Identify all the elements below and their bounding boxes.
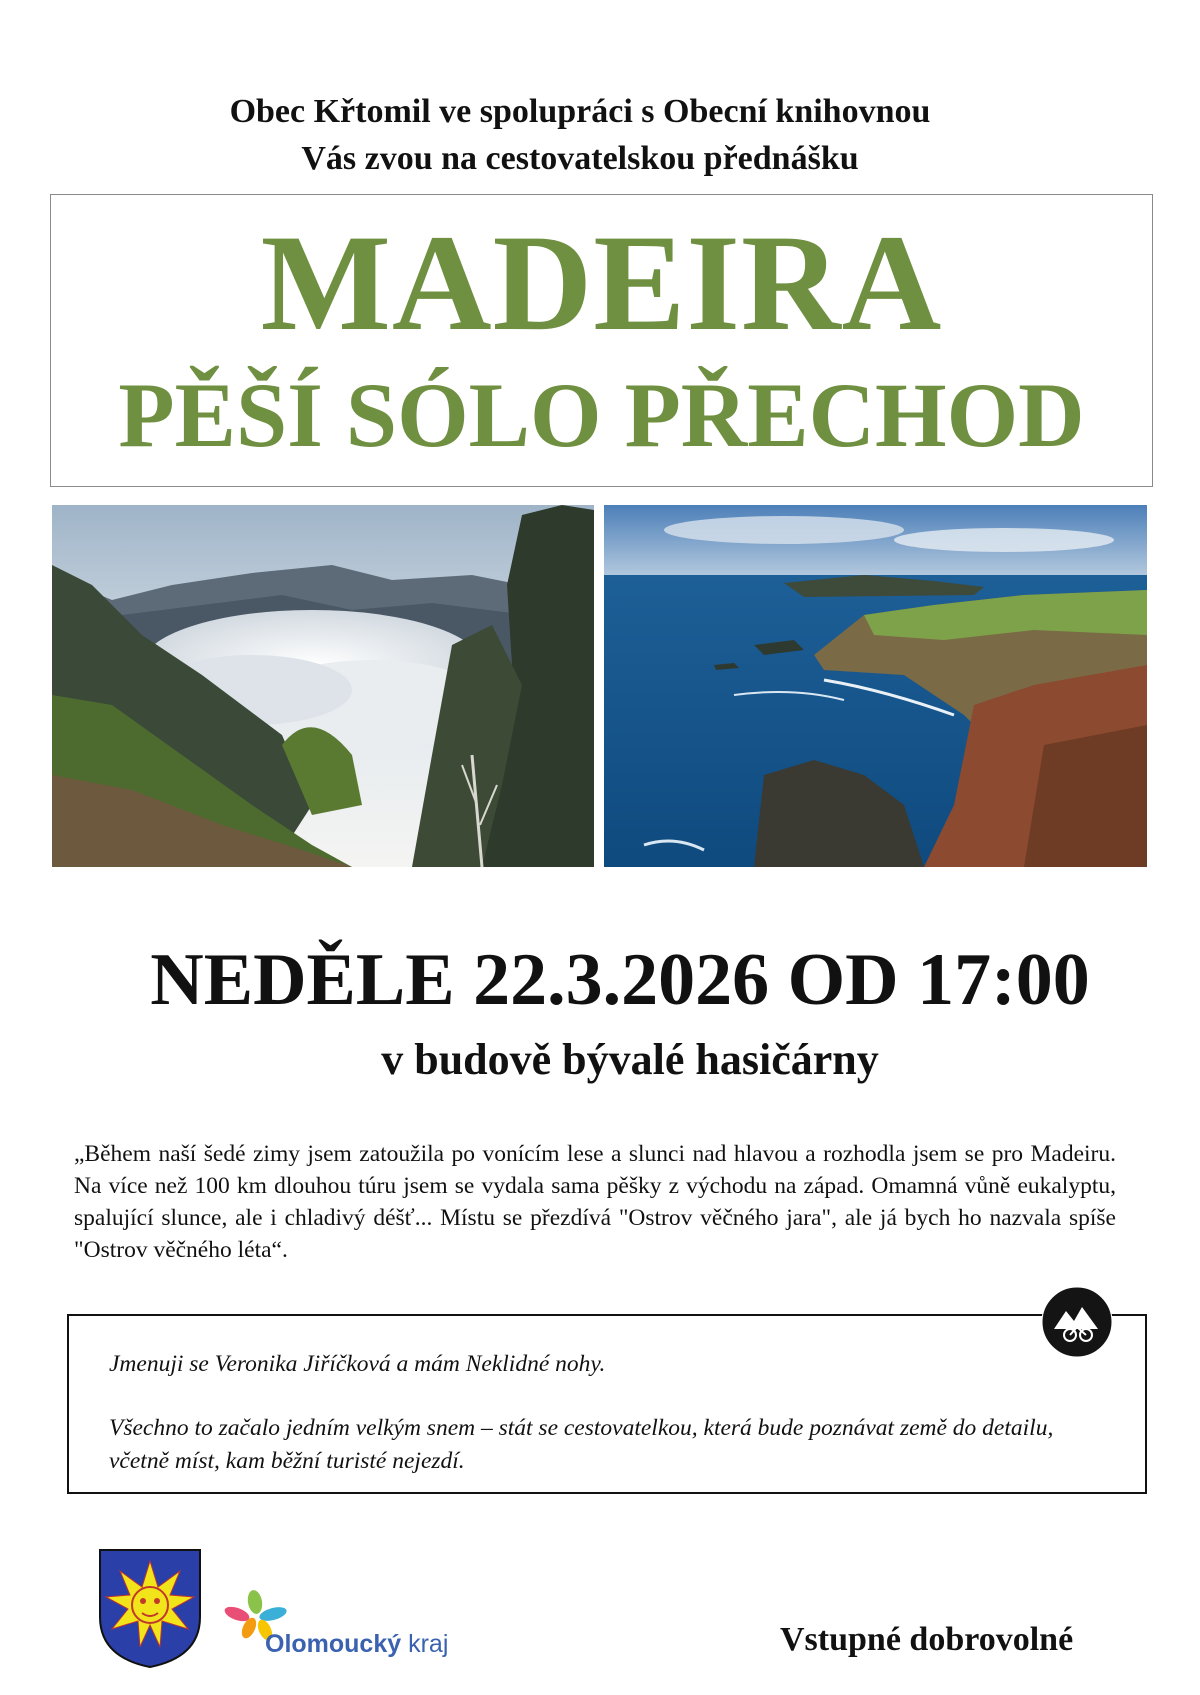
event-venue: v budově bývalé hasičárny [381, 1035, 879, 1084]
bio-story: Všechno to začalo jedním velkým snem – stát se cestovatelkou, která bude poznávat země do detailu, včetně míst, kam běžní turisté nejezdí. [109, 1415, 1054, 1474]
title-subtitle: PĚŠÍ SÓLO PŘECHOD [118, 364, 1085, 466]
title-box [50, 194, 1153, 487]
bio-box [67, 1314, 1147, 1494]
kraj-name-bold: Olomoucký [265, 1630, 402, 1658]
event-datetime: NEDĚLE 22.3.2026 OD 17:00 [150, 939, 1090, 1021]
photo-mountains [52, 505, 594, 867]
kraj-name [265, 1630, 448, 1659]
olomoucky-kraj-logo [215, 1588, 465, 1668]
header-line-2: Vás zvou na cestovatelskou přednášku [301, 140, 859, 177]
restless-feet-logo-icon [1040, 1285, 1114, 1359]
coat-of-arms-icon [97, 1547, 203, 1669]
entry-fee: Vstupné dobrovolné [780, 1621, 1074, 1658]
quote-paragraph: „Během naší šedé zimy jsem zatoužila po vonícím lese a slunci nad hlavou a rozhodla jsem se pro Madeiru. Na více než 100 km dlouhou túru jsem se vydala sama pěšky z východu na západ. Omamná vůně eukalyptu, spalující slunce, ale i chladivý déšť... Místu se přezdívá "Ostrov věčného jara", ale já bych ho nazvala spíše "Ostrov věčného léta“. [74, 1141, 1116, 1263]
kraj-name-regular: kraj [401, 1630, 449, 1658]
invitation-header [0, 88, 1160, 182]
bio-intro: Jmenuji se Veronika Jiříčková a mám Neklidné nohy. [109, 1351, 606, 1377]
title-main: MADEIRA [260, 206, 943, 359]
photo-coastline [604, 505, 1147, 867]
header-line-1: Obec Křtomil ve spolupráci s Obecní knihovnou [229, 93, 931, 130]
